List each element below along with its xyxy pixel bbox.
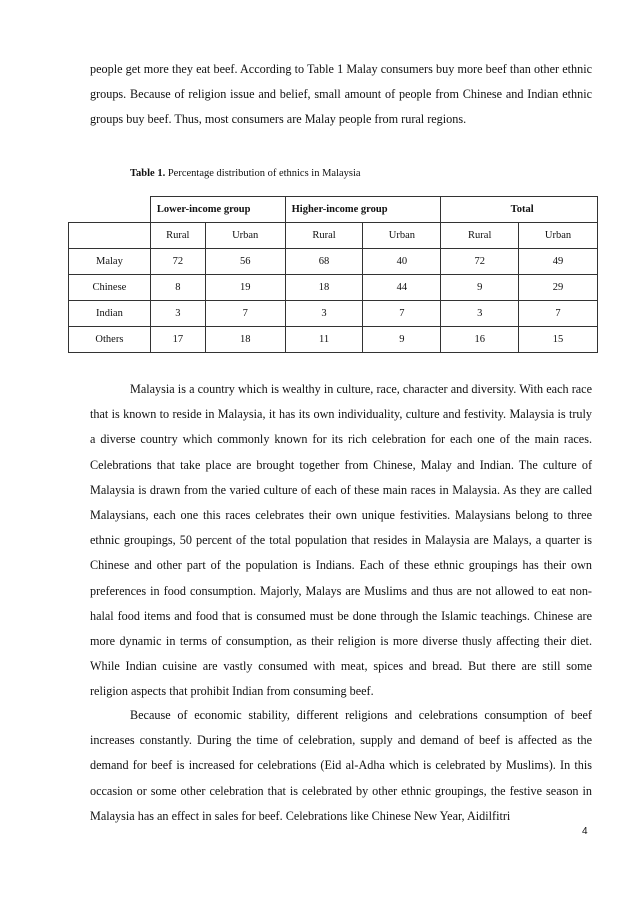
paragraph-culture: Malaysia is a country which is wealthy in culture, race, character and diversity. With each race that is known to reside in Malaysia, it has its own individuality, culture and festivity. Malaysia is truly a diverse country which commonly known for its rich celebration for each one of the main races. Celebrations that take place are brought together from Chinese, Malay and Indian. The culture of Malaysia is drawn from the varied culture of each of these main races in Malaysia. As they are called Malaysians, each one this races celebrates their own unique festivities. Malaysians belong to three ethnic groupings, 50 percent of the total population that resides in Malaysia are Malays, a quarter is Chinese and other part of the population is Indians. Each of these ethnic groupings has their own preferences in food consumption. Majorly, Malays are Muslims and thus are not allowed to eat non-halal food items and food that is consumed must be done through the Islamic teachings. Chinese are more dynamic in terms of consumption, as their religion is more diverse thusly affecting their diet. While Indian cuisine are vastly consumed with meat, spices and bread. But there are still some religion aspects that prohibit Indian from consuming beef. bbox=[90, 382, 592, 699]
table-cell: 17 bbox=[150, 327, 205, 353]
ethnic-distribution-table bbox=[68, 196, 598, 353]
table-row bbox=[69, 249, 598, 275]
table-row bbox=[69, 301, 598, 327]
table-caption-label: Table 1. bbox=[130, 168, 166, 179]
table-group-header-row bbox=[69, 197, 598, 223]
table-row bbox=[69, 327, 598, 353]
table-cell: 68 bbox=[285, 249, 363, 275]
table-cell: 3 bbox=[150, 301, 205, 327]
subheader-higher-rural: Rural bbox=[285, 223, 363, 249]
table-cell: 44 bbox=[363, 275, 441, 301]
table-cell: 18 bbox=[205, 327, 285, 353]
subheader-lower-rural: Rural bbox=[150, 223, 205, 249]
group-header-lower-income: Lower-income group bbox=[150, 197, 285, 223]
table-row bbox=[69, 275, 598, 301]
subheader-higher-urban: Urban bbox=[363, 223, 441, 249]
table-cell: 9 bbox=[441, 275, 519, 301]
table-caption-text: Percentage distribution of ethnics in Malaysia bbox=[167, 168, 361, 179]
table-cell: 8 bbox=[150, 275, 205, 301]
paragraph-celebrations: Because of economic stability, different religions and celebrations consumption of beef increases constantly. During the time of celebration, supply and demand of beef is affected as the demand for beef is increased for celebrations (Eid al-Adha which is celebrated by Muslims). In this occasion or some other celebration that is celebrated by other ethnic groupings, the festive season in Malaysia has an effect in sales for beef. Celebrations like Chinese New Year, Aidilfitri bbox=[90, 708, 592, 823]
subheader-total-urban: Urban bbox=[519, 223, 598, 249]
group-header-total: Total bbox=[441, 197, 598, 223]
table-cell: 15 bbox=[519, 327, 598, 353]
subheader-lower-urban: Urban bbox=[205, 223, 285, 249]
group-header-higher-income: Higher-income group bbox=[285, 197, 441, 223]
table-cell: 40 bbox=[363, 249, 441, 275]
table-cell: 72 bbox=[150, 249, 205, 275]
table-cell: 56 bbox=[205, 249, 285, 275]
paragraph-intro: people get more they eat beef. According to Table 1 Malay consumers buy more beef than other ethnic groups. Because of religion issue and belief, small amount of people from Chinese and Indian ethnic groups buy beef. Thus, most consumers are Malay people from rural regions. bbox=[90, 62, 592, 127]
table-cell: 11 bbox=[285, 327, 363, 353]
table-corner-cell bbox=[69, 197, 151, 223]
table-corner-cell-2 bbox=[69, 223, 151, 249]
page-number: 4 bbox=[582, 826, 588, 837]
table-subheader-row bbox=[69, 223, 598, 249]
row-label: Indian bbox=[69, 301, 151, 327]
table-cell: 3 bbox=[285, 301, 363, 327]
table-cell: 18 bbox=[285, 275, 363, 301]
table-cell: 19 bbox=[205, 275, 285, 301]
row-label: Chinese bbox=[69, 275, 151, 301]
table-caption bbox=[130, 168, 361, 179]
table-cell: 3 bbox=[441, 301, 519, 327]
table-cell: 29 bbox=[519, 275, 598, 301]
table-cell: 16 bbox=[441, 327, 519, 353]
table-cell: 72 bbox=[441, 249, 519, 275]
row-label: Malay bbox=[69, 249, 151, 275]
table-cell: 7 bbox=[205, 301, 285, 327]
table-cell: 49 bbox=[519, 249, 598, 275]
row-label: Others bbox=[69, 327, 151, 353]
table-cell: 7 bbox=[363, 301, 441, 327]
table-cell: 7 bbox=[519, 301, 598, 327]
table-cell: 9 bbox=[363, 327, 441, 353]
subheader-total-rural: Rural bbox=[441, 223, 519, 249]
